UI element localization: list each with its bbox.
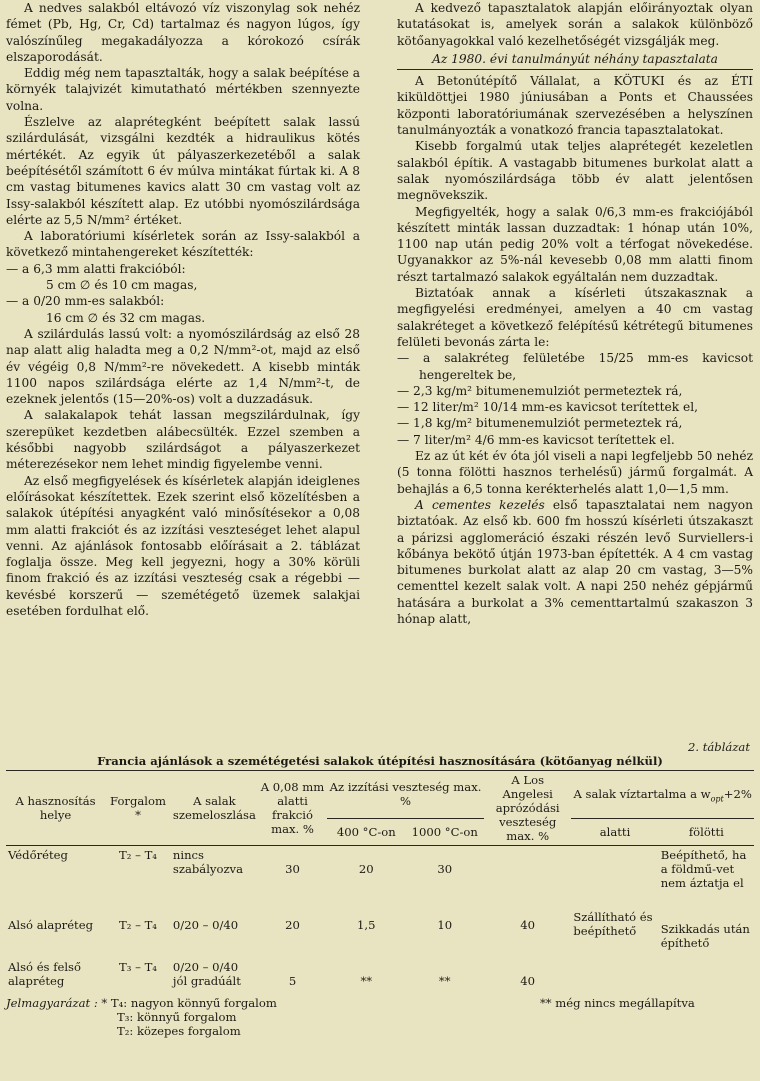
cell-fine: 30 <box>285 862 300 876</box>
cell-fine: 20 <box>285 917 300 932</box>
cell-loss400: 1,5 <box>357 917 376 932</box>
legend-note: ** még nincs megállapítva <box>540 996 695 1010</box>
list-item: — a salakréteg felületébe 15/25 mm-es kavicsot hengereltek be, <box>397 351 753 382</box>
cell-above: Beépíthető, ha a földmű-vet nem áztatja el <box>660 848 747 890</box>
header-loss-1000: 1000 °C-on <box>405 818 484 845</box>
cell-loss1000: ** <box>438 973 451 988</box>
cell-sieve: 0/20 – 0/40 jól gradúált <box>172 959 241 988</box>
legend-t3: T₃: könnyű forgalom <box>117 1010 237 1024</box>
cell-below <box>571 846 658 908</box>
paragraph: Biztatóak annak a kísérleti útszakasznak a megfigyelési eredményei, amelyen a 40 cm vastag salakréteget a következő felépítésű kétrétegű bitumenes felületi bevonás zárta le: <box>397 286 753 349</box>
list-item: — 1,8 kg/m² bitumenemulziót permeteztek rá, <box>397 416 683 431</box>
cell-la: 40 <box>520 973 536 988</box>
list-item-detail: 5 cm ∅ és 10 cm magas, <box>46 278 198 293</box>
table-row <box>6 846 754 908</box>
paragraph: A kedvező tapasztalatok alapján előirányoztak olyan kutatásokat is, amelyek során a salakok különböző kötőanyagokkal való kezelhetőségét vizsgálják meg. <box>397 1 753 48</box>
header-la: A Los Angelesi aprózódási veszteség max. % <box>484 771 571 846</box>
list-item: — 12 liter/m² 10/14 mm-es kavicsot terítettek el, <box>397 400 698 415</box>
cell-la: 40 <box>520 917 536 932</box>
cell-traffic: T₃ – T₄ <box>119 959 157 974</box>
list-item: — a 0/20 mm-es salakból: <box>6 294 165 309</box>
header-water: A salak víztartalma a $w_{opt}+2\%$ <box>571 771 754 819</box>
cell-below <box>571 952 658 1000</box>
cell-sieve: 0/20 – 0/40 <box>172 917 239 932</box>
list-item-detail: 16 cm ∅ és 32 cm magas. <box>46 310 206 325</box>
header-below: alatti <box>571 818 658 845</box>
cell-sieve: nincs szabályozva <box>172 848 244 876</box>
cell-above: Szikkadás után építhető <box>660 921 750 950</box>
cell-loss400: 20 <box>358 862 374 876</box>
header-traffic: Forgalom * <box>105 771 171 846</box>
table-row <box>6 952 754 1000</box>
paragraph: Ez az út két év óta jól viseli a napi legfeljebb 50 nehéz (5 tonna fölötti hasznos terhelésű) jármű forgalmát. A behajlás a 6,5 tonna kerékterhelés alatt 1,0—1,5 mm. <box>397 449 753 496</box>
table-2 <box>6 740 754 1000</box>
section-heading: Az 1980. évi tanulmányút néhány tapasztalata <box>432 51 718 66</box>
list-item: — 7 liter/m² 4/6 mm-es kavicsot terítettek el. <box>397 432 675 447</box>
cell-traffic: T₂ – T₄ <box>119 848 157 862</box>
header-loss-400: 400 °C-on <box>327 818 405 845</box>
cell-loss1000: 10 <box>437 917 453 932</box>
legend-star: * T₄: nagyon könnyű forgalom <box>101 996 277 1010</box>
table-row <box>6 908 754 952</box>
cell-place: Alsó alapréteg <box>8 917 93 932</box>
cell-above <box>659 952 754 1000</box>
left-column <box>6 0 360 619</box>
cell-fine: 5 <box>288 973 297 988</box>
legend-label: Jelmagyarázat : <box>6 996 98 1010</box>
paragraph: Az első megfigyelések és kísérletek alapján ideiglenes előírásokat készítettek. Ezek szerint első közelítésben a salakok útépítési anyagként való minősítésekor a 0,08 mm alatti frakciót és az izzítási veszteséget lehet alapul venni. Az ajánlások fontosabb előírásait a 2. táblázat foglalja össze. Meg kell jegyezni, hogy a 30% körüli finom frakció és az izzítási veszteség csak a régebbi — kevésbé korszerű — szemétégető üzemek salakjai esetében fordulhat elő. <box>6 473 360 618</box>
header-fine: A 0,08 mm alatti frakció max. % <box>258 771 327 846</box>
header-sieve: A salak szemeloszlása <box>171 771 258 846</box>
table-legend <box>6 996 754 1038</box>
heading-rule <box>397 69 753 70</box>
table-number: 2. táblázat <box>687 740 750 754</box>
italic-lead: A cementes kezelés <box>415 497 545 512</box>
cell-la <box>484 846 571 908</box>
cell-loss1000: 30 <box>437 862 453 876</box>
legend-t2: T₂: közepes forgalom <box>117 1024 241 1038</box>
paragraph: A laboratóriumi kísérletek során az Issy-salakból a következő mintahengereket készítették: <box>6 229 360 260</box>
cell-loss400: ** <box>360 973 373 988</box>
recommendations-table <box>6 770 754 1000</box>
right-column <box>397 0 753 627</box>
header-loss: Az izzítási veszteség max. % <box>327 771 484 819</box>
list-item: — a 6,3 mm alatti frakcióból: <box>6 261 186 276</box>
cell-place: Védőréteg <box>8 848 68 862</box>
paragraph: Eddig még nem tapasztalták, hogy a salak beépítése a környék talajvizét kimutatható mértékben szennyezte volna. <box>6 66 360 113</box>
list-item: — 2,3 kg/m² bitumenemulziót permeteztek rá, <box>397 383 683 398</box>
paragraph: Észlelve az alaprétegként beépített salak lassú szilárdulását, vizsgálni kezdték a hidraulikus kötés mértékét. Az egyik út pályaszerkezetéből a salak beépítésétől számított 6 év múlva mintákat fúrtak ki. A 8 cm vastag bitumenes kavics alatt 30 cm vastag volt az Issy-salakból készített alap. Ez utóbbi nyomószilárdsága elérte az 5,5 N/mm² értéket. <box>6 115 360 227</box>
header-above: fölötti <box>659 818 754 845</box>
paragraph: A szilárdulás lassú volt: a nyomószilárdság az első 28 nap alatt alig haladta meg a 0,2 N/mm²-ot, majd az első év végéig 0,8 N/mm²-re növekedett. A kisebb minták 1100 napos szilárdsága elérte az 1,4 N/mm²-t, de ezeknek jelentős (15—20%-os) volt a duzzadásuk. <box>6 326 360 407</box>
cell-traffic: T₂ – T₄ <box>119 917 157 932</box>
paragraph: Megfigyelték, hogy a salak 0/6,3 mm-es frakciójából készített minták lassan duzzadtak: 1 hónap után 10%, 1100 nap után pedig 20% volt a térfogat növekedése. Ugyanakkor az 5%-nál kevesebb 0,08 mm alatti finom részt tartalmazó salakok egyáltalán nem duzzadtak. <box>397 204 753 284</box>
paragraph: A Betonútépítő Vállalat, a KÖTUKI és az ÉTI kiküldöttjei 1980 júniusában a Ponts et Chaussées központi laboratóriumának szervezésében a helyszínen tanulmányozták a vonatkozó francia tapasztalatokat. <box>397 74 753 138</box>
cell-below: Szállítható és beépíthető <box>573 909 653 938</box>
paragraph: Kisebb forgalmú utak teljes alaprétegét kezeletlen salakból építik. A vastagabb bitumenes burkolat alatt a salak nyomószilárdsága több év alatt jelentősen megnövekszik. <box>397 139 753 203</box>
paragraph <box>397 497 753 627</box>
header-place: A hasznosítás helye <box>6 771 105 846</box>
cell-place: Alsó és felső alapréteg <box>8 959 81 988</box>
paragraph: A nedves salakból eltávozó víz viszonylag sok nehéz fémet (Pb, Hg, Cr, Cd) tartalmaz és nagyon lúgos, így valószínűleg megakadályozza a kórokozó csírák elszaporodását. <box>6 1 360 64</box>
paragraph-rest: első tapasztalatai nem nagyon biztatóak. Az első kb. 600 fm hosszú kísérleti útszakaszt a párizsi agglomeráció északi részén levő Surviellers-i kőbánya bekötő útján 1973-ban építették. A 4 cm vastag bitumenes burkolat alatt az alap 20 cm vastag, 3—5% cementtel kezelt salak volt. A napi 250 nehéz gépjármű hatására a burkolat a 3% cementtartalmú szakaszon 3 hónap alatt, <box>397 497 753 626</box>
table-title: Francia ajánlások a szemétégetési salakok útépítési hasznosítására (kötőanyag nélkül) <box>97 754 663 768</box>
paragraph: A salakalapok tehát lassan megszilárdulnak, így szerepüket kezdetben alábecsülték. Ezzel szemben a későbbi nagyobb szilárdságot a pályaszerkezet méterezésekor nem lehet mindig figyelembe venni. <box>6 408 360 472</box>
